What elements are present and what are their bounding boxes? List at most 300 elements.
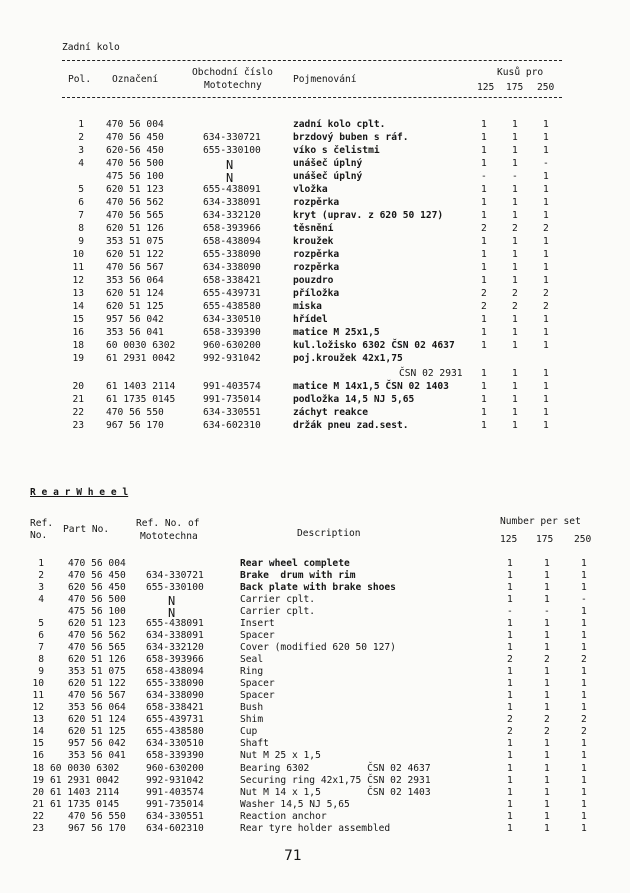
row-qty-175: 2 [512,301,518,312]
row-qty-250: - [581,594,587,605]
row-oznaceni: 475 56 100 [106,171,164,182]
row-qty-175: 1 [512,197,518,208]
row-pol: 7 [78,210,84,221]
row-qty-175: 2 [544,726,550,737]
table-row [0,249,630,261]
row-qty-250: 1 [543,275,549,286]
row-qty-250: 1 [581,811,587,822]
row-mototechna-ref: 655-438091 [146,618,204,629]
table-row [0,654,630,666]
table-row [0,381,630,393]
col-obchodni-header-line2: Mototechny [204,80,262,91]
table-row [0,811,630,823]
row-qty-125: 1 [507,642,513,653]
row-qty-175: 1 [512,275,518,286]
row-pol: 6 [78,197,84,208]
row-ref: 10 [32,678,44,689]
table-row [0,714,630,726]
table-row [0,642,630,654]
row-mototechna-ref: 634-330510 [146,738,204,749]
row-qty-125: 1 [481,236,487,247]
row-qty-175: 2 [512,288,518,299]
table-row [0,132,630,144]
row-pojmenovani: rozpěrka [293,249,340,260]
table-row [0,288,630,300]
row-qty-175: 1 [544,799,550,810]
col-refno-header-line2: Mototechna [140,531,198,542]
table-row [0,558,630,570]
row-part-no: 620 51 126 [68,654,126,665]
row-obchodni-cislo: 634-338090 [203,262,261,273]
col-oznaceni-header: Označení [112,74,159,85]
row-oznaceni: 470 56 567 [106,262,164,273]
row-oznaceni: 470 56 565 [106,210,164,221]
row-pojmenovani: držák pneu zad.sest. [293,420,409,431]
row-part-no: 353 51 075 [68,666,126,677]
row-oznaceni: 61 1735 0145 [106,394,176,405]
row-pol: 1 [78,119,84,130]
row-pol: 19 [72,353,84,364]
table-row [0,327,630,339]
row-qty-125: 1 [507,630,513,641]
row-oznaceni: 620-56 450 [106,145,164,156]
row-qty-250: 1 [581,823,587,834]
row-obchodni-cislo: 991-735014 [203,394,261,405]
row-qty-125: 1 [481,368,487,379]
row-qty-175: 2 [512,223,518,234]
row-part-no: 61 1403 2114 [50,787,120,798]
row-qty-250: 1 [581,558,587,569]
row-part-no: 470 56 450 [68,570,126,581]
row-ref: 8 [38,654,44,665]
row-description: Bush [240,702,264,713]
row-oznaceni: 620 51 123 [106,184,164,195]
row-pojmenovani: příložka [293,288,340,299]
table-row [0,630,630,642]
row-part-no: 60 0030 6302 [50,763,120,774]
row-pojmenovani: miska [293,301,322,312]
col-125-header: 125 [477,82,495,93]
row-qty-125: 1 [507,799,513,810]
col-ref-header-line2: No. [30,530,48,541]
row-pol: 9 [78,236,84,247]
row-oznaceni: 470 56 500 [106,158,164,169]
row-qty-175: 1 [544,666,550,677]
row-qty-175: 1 [512,184,518,195]
row-qty-175: 1 [512,340,518,351]
row-qty-125: 2 [507,726,513,737]
row-part-no: 620 51 125 [68,726,126,737]
table-row [0,750,630,762]
row-qty-125: 1 [481,275,487,286]
row-qty-175: 1 [544,630,550,641]
row-oznaceni: 620 51 122 [106,249,164,260]
row-qty-250: 1 [543,314,549,325]
row-pol: 18 [72,340,84,351]
row-pojmenovani: ČSN 02 2931 [399,368,463,379]
row-qty-125: 2 [507,714,513,725]
row-qty-175: 1 [512,368,518,379]
row-obchodni-cislo: 658-339390 [203,327,261,338]
row-obchodni-cislo: 655-438580 [203,301,261,312]
row-ref: 21 [32,799,44,810]
row-description: Shaft [240,738,269,749]
row-qty-125: 1 [481,262,487,273]
row-oznaceni: 470 56 550 [106,407,164,418]
row-pojmenovani: pouzdro [293,275,334,286]
table-row [0,594,630,606]
row-description: Cup [240,726,258,737]
row-qty-175: 1 [544,750,550,761]
table-row [0,775,630,787]
row-qty-125: 1 [507,618,513,629]
col-175-header: 175 [506,82,524,93]
row-part-no: 620 51 122 [68,678,126,689]
row-part-no: 470 56 500 [68,594,126,605]
row-mototechna-ref: 992-931042 [146,775,204,786]
row-qty-175: 1 [512,314,518,325]
row-qty-175: 1 [544,823,550,834]
row-qty-250: 1 [543,368,549,379]
row-oznaceni: 470 56 562 [106,197,164,208]
row-qty-250: 1 [543,171,549,182]
row-pojmenovani: matice M 14x1,5 ČSN 02 1403 [293,381,449,392]
czech-title: Zadní kolo [62,42,120,53]
row-qty-250: 1 [581,787,587,798]
col-pol-header: Pol. [68,74,92,85]
row-qty-175: 1 [512,236,518,247]
row-pojmenovani: matice M 25x1,5 [293,327,380,338]
row-obchodni-cislo: 655-439731 [203,288,261,299]
row-pojmenovani: unášeč úplný [293,171,363,182]
row-qty-125: 1 [507,738,513,749]
row-pol: 13 [72,288,84,299]
row-mototechna-ref: 655-438580 [146,726,204,737]
row-oznaceni: 353 56 041 [106,327,164,338]
row-ref: 9 [38,666,44,677]
row-pol: 12 [72,275,84,286]
row-pojmenovani: brzdový buben s ráf. [293,132,409,143]
row-qty-175: 1 [544,775,550,786]
row-ref: 15 [32,738,44,749]
row-part-no: 620 51 124 [68,714,126,725]
table-row [0,301,630,313]
row-qty-125: 1 [481,249,487,260]
row-qty-250: - [543,158,549,169]
row-qty-125: 2 [481,301,487,312]
row-qty-175: - [544,606,550,617]
table-row [0,787,630,799]
row-qty-250: 1 [581,582,587,593]
row-qty-175: 1 [544,558,550,569]
row-qty-250: 1 [543,236,549,247]
row-ref: 18 [32,763,44,774]
row-ref: 16 [32,750,44,761]
row-oznaceni: 353 56 064 [106,275,164,286]
row-qty-175: 1 [544,642,550,653]
row-qty-125: 1 [481,394,487,405]
row-oznaceni: 61 1403 2114 [106,381,176,392]
row-pol: 5 [78,184,84,195]
row-qty-125: 1 [507,666,513,677]
row-ref: 3 [38,582,44,593]
row-qty-175: 1 [544,570,550,581]
row-part-no: 470 56 565 [68,642,126,653]
row-description: Nut M 14 x 1,5 ČSN 02 1403 [240,787,431,798]
row-pol: 16 [72,327,84,338]
row-obchodni-cislo: 992-931042 [203,353,261,364]
row-part-no: 957 56 042 [68,738,126,749]
row-qty-175: 2 [544,714,550,725]
row-obchodni-cislo: 658-393966 [203,223,261,234]
col-description-header: Description [297,528,361,539]
row-obchodni-cislo: N [226,171,234,185]
row-pol: 2 [78,132,84,143]
row-qty-250: 1 [543,381,549,392]
row-qty-125: 1 [507,775,513,786]
col-250-header: 250 [574,534,592,545]
row-pol: 14 [72,301,84,312]
row-qty-125: 1 [481,407,487,418]
row-qty-175: 1 [512,210,518,221]
row-obchodni-cislo: 634-602310 [203,420,261,431]
row-ref: 12 [32,702,44,713]
table-row [0,197,630,209]
table-row [0,726,630,738]
table-row [0,314,630,326]
row-qty-125: 2 [507,654,513,665]
table-row [0,368,630,380]
row-oznaceni: 967 56 170 [106,420,164,431]
row-oznaceni: 470 56 450 [106,132,164,143]
czech-header-rule-bottom [62,97,562,98]
row-qty-125: 1 [507,702,513,713]
row-description: Carrier cplt. [240,606,316,617]
row-qty-125: 1 [481,145,487,156]
row-qty-175: 2 [544,654,550,665]
table-row [0,158,630,170]
row-description: Cover (modified 620 50 127) [240,642,396,653]
row-pol: 23 [72,420,84,431]
row-obchodni-cislo: 655-330100 [203,145,261,156]
row-pojmenovani: víko s čelistmi [293,145,380,156]
table-row [0,799,630,811]
row-qty-175: 1 [512,420,518,431]
row-ref: 22 [32,811,44,822]
row-pojmenovani: kryt (uprav. z 620 50 127) [293,210,444,221]
row-description: Securing ring 42x1,75 ČSN 02 2931 [240,775,431,786]
row-qty-175: 1 [512,158,518,169]
row-part-no: 61 1735 0145 [50,799,120,810]
row-description: Shim [240,714,264,725]
row-part-no: 475 56 100 [68,606,126,617]
row-qty-250: 1 [581,799,587,810]
table-row [0,275,630,287]
row-description: Back plate with brake shoes [240,582,396,593]
row-qty-125: 1 [481,132,487,143]
row-oznaceni: 353 51 075 [106,236,164,247]
row-description: Spacer [240,690,275,701]
row-qty-250: 1 [543,184,549,195]
row-ref: 19 [32,775,44,786]
row-ref: 2 [38,570,44,581]
row-qty-125: 1 [481,327,487,338]
row-mototechna-ref: 634-338091 [146,630,204,641]
row-ref: 6 [38,630,44,641]
row-qty-175: 1 [544,738,550,749]
row-qty-250: 1 [581,618,587,629]
col-number-header: Number per set [500,516,581,527]
page-number: 71 [284,848,302,864]
row-obchodni-cislo: 655-438091 [203,184,261,195]
col-part-header: Part No. [63,524,110,535]
table-row [0,690,630,702]
table-row [0,184,630,196]
row-qty-125: - [481,171,487,182]
row-qty-125: 2 [481,223,487,234]
row-mototechna-ref: 634-330551 [146,811,204,822]
table-row [0,171,630,183]
row-obchodni-cislo: 655-338090 [203,249,261,260]
row-part-no: 967 56 170 [68,823,126,834]
row-description: Ring [240,666,264,677]
row-mototechna-ref: 634-338090 [146,690,204,701]
row-description: Reaction anchor [240,811,327,822]
row-description: Rear wheel complete [240,558,350,569]
row-ref: 1 [38,558,44,569]
row-pol: 22 [72,407,84,418]
row-obchodni-cislo: N [226,158,234,172]
row-part-no: 61 2931 0042 [50,775,120,786]
row-qty-175: 1 [544,787,550,798]
row-qty-175: 1 [512,132,518,143]
row-description: Bearing 6302 ČSN 02 4637 [240,763,431,774]
row-mototechna-ref: 991-403574 [146,787,204,798]
row-mototechna-ref: 634-332120 [146,642,204,653]
row-qty-250: 1 [581,775,587,786]
table-row [0,702,630,714]
row-mototechna-ref: 658-393966 [146,654,204,665]
row-qty-125: 1 [481,381,487,392]
row-qty-250: 1 [543,119,549,130]
row-mototechna-ref: 634-330721 [146,570,204,581]
row-pol: 8 [78,223,84,234]
row-ref: 11 [32,690,44,701]
table-row [0,236,630,248]
row-mototechna-ref: N [168,606,176,620]
row-qty-175: 1 [512,145,518,156]
row-qty-175: 1 [512,249,518,260]
row-oznaceni: 470 56 004 [106,119,164,130]
row-mototechna-ref: 658-438094 [146,666,204,677]
row-oznaceni: 61 2931 0042 [106,353,176,364]
row-ref: 7 [38,642,44,653]
row-qty-125: 1 [481,340,487,351]
row-qty-175: 1 [512,262,518,273]
row-qty-175: 1 [512,327,518,338]
row-qty-250: 1 [543,327,549,338]
row-pojmenovani: těsnění [293,223,334,234]
col-obchodni-header-line1: Obchodní číslo [192,67,273,78]
table-row [0,606,630,618]
row-oznaceni: 620 51 126 [106,223,164,234]
table-row [0,823,630,835]
row-description: Rear tyre holder assembled [240,823,391,834]
row-pol: 3 [78,145,84,156]
col-ref-header-line1: Ref. [30,518,54,529]
row-qty-250: 1 [543,262,549,273]
row-mototechna-ref: 655-330100 [146,582,204,593]
row-description: Spacer [240,678,275,689]
table-row [0,738,630,750]
col-pojmenovani-header: Pojmenování [293,74,357,85]
table-row [0,618,630,630]
row-qty-125: 1 [481,420,487,431]
table-row [0,119,630,131]
row-qty-250: 1 [543,394,549,405]
row-part-no: 470 56 004 [68,558,126,569]
row-obchodni-cislo: 658-338421 [203,275,261,286]
row-qty-175: 1 [544,618,550,629]
table-row [0,223,630,235]
row-qty-175: 1 [544,690,550,701]
row-qty-250: 1 [543,420,549,431]
table-row [0,666,630,678]
row-oznaceni: 620 51 125 [106,301,164,312]
table-row [0,407,630,419]
row-qty-125: 1 [507,787,513,798]
row-qty-125: 1 [481,210,487,221]
table-row [0,570,630,582]
table-row [0,340,630,352]
row-qty-250: 1 [543,132,549,143]
row-obchodni-cislo: 634-330721 [203,132,261,143]
row-description: Washer 14,5 NJ 5,65 [240,799,350,810]
row-part-no: 353 56 041 [68,750,126,761]
col-refno-header-line1: Ref. No. of [136,518,200,529]
col-kusu-header: Kusů pro [497,67,544,78]
row-qty-125: 1 [507,811,513,822]
row-pojmenovani: kroužek [293,236,334,247]
row-mototechna-ref: 991-735014 [146,799,204,810]
row-qty-125: 1 [481,184,487,195]
table-row [0,394,630,406]
row-pojmenovani: vložka [293,184,328,195]
row-ref: 20 [32,787,44,798]
row-qty-250: 1 [581,690,587,701]
row-qty-125: 1 [507,690,513,701]
col-175-header: 175 [536,534,554,545]
row-qty-125: - [507,606,513,617]
row-qty-250: 2 [581,654,587,665]
table-row [0,763,630,775]
row-qty-250: 2 [581,726,587,737]
row-mototechna-ref: N [168,594,176,608]
row-qty-175: 1 [544,811,550,822]
row-qty-175: 1 [512,394,518,405]
row-qty-250: 1 [543,340,549,351]
row-pojmenovani: hřídel [293,314,328,325]
row-qty-175: 1 [544,678,550,689]
row-qty-250: 1 [543,249,549,260]
row-part-no: 620 51 123 [68,618,126,629]
row-pojmenovani: podložka 14,5 NJ 5,65 [293,394,415,405]
row-qty-250: 1 [543,197,549,208]
row-part-no: 620 56 450 [68,582,126,593]
row-qty-125: 1 [481,197,487,208]
row-mototechna-ref: 634-602310 [146,823,204,834]
row-oznaceni: 620 51 124 [106,288,164,299]
